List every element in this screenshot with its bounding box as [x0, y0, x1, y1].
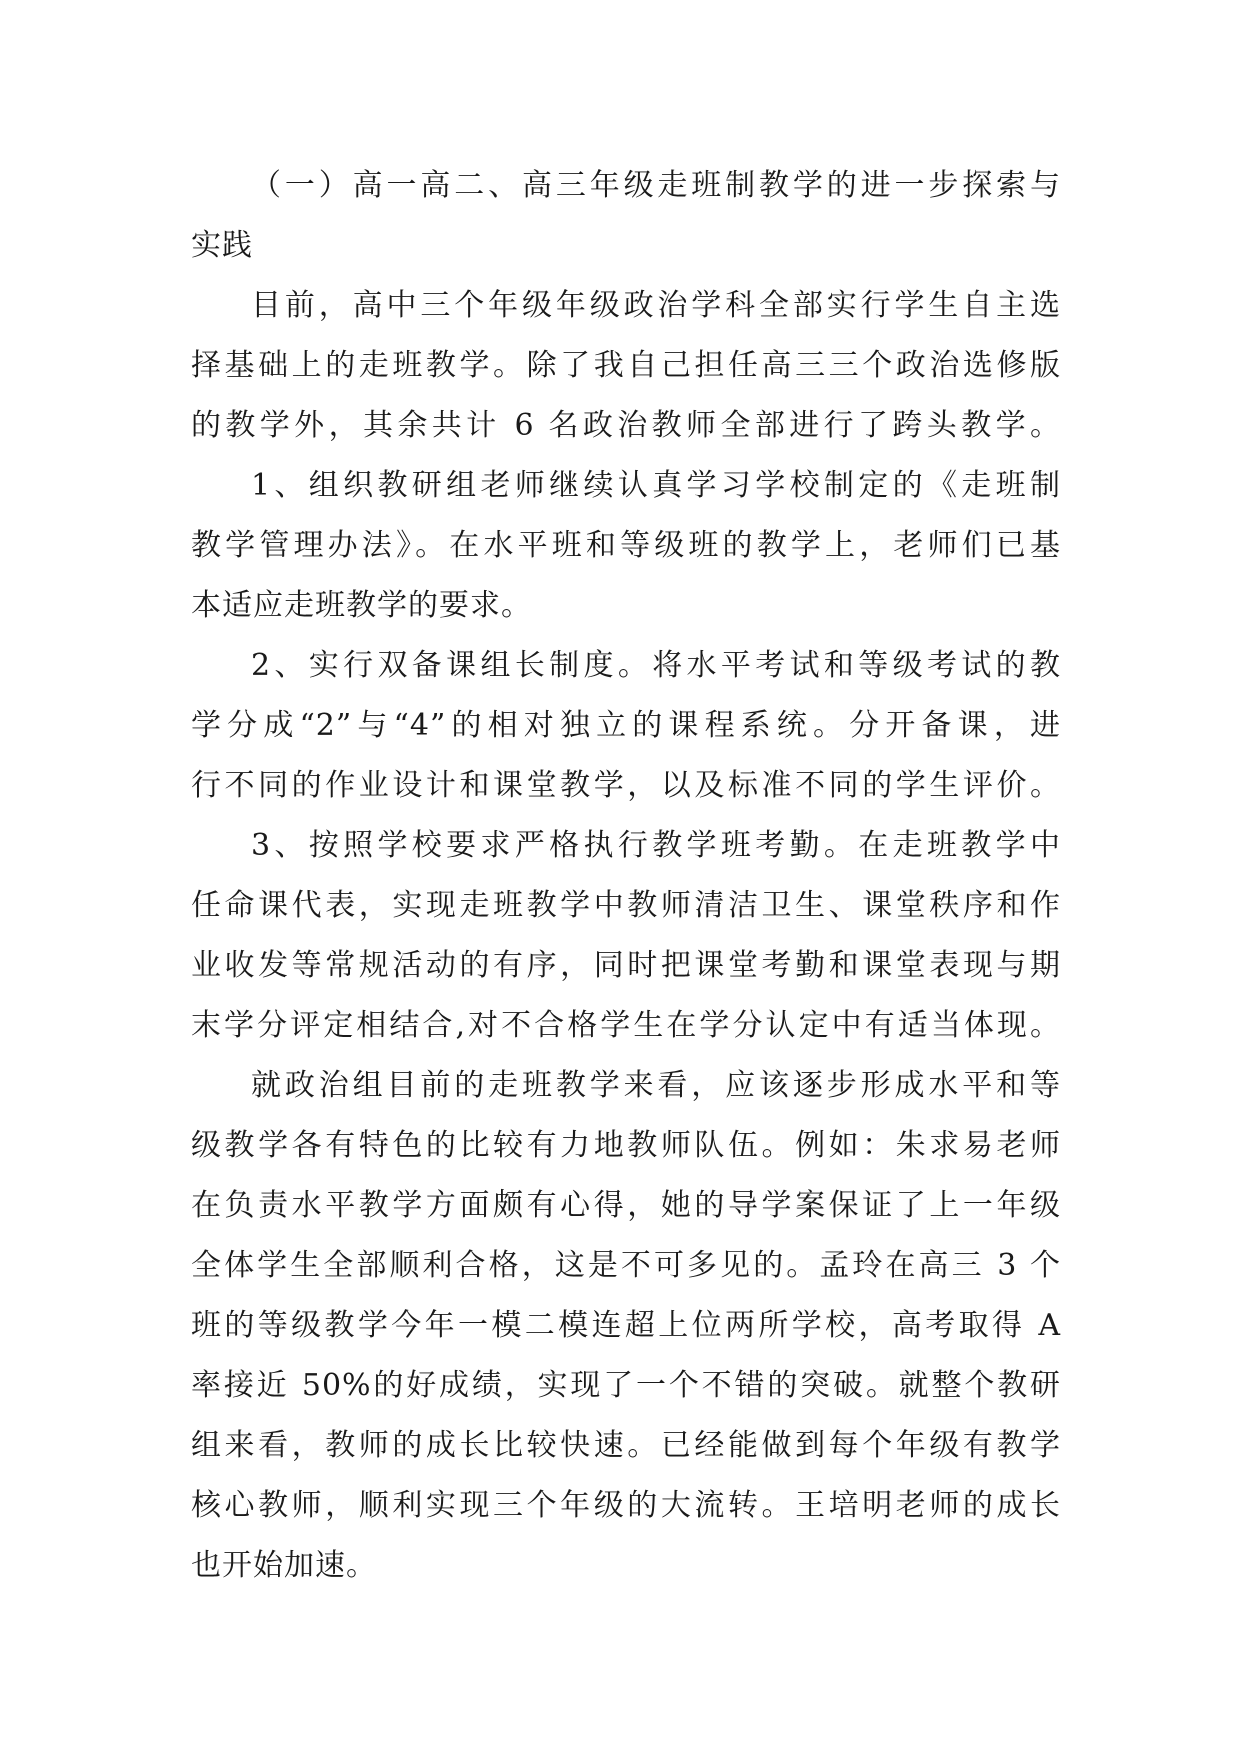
text-line: 的教学外，其余共计 6 名政治教师全部进行了跨头教学。 [191, 408, 1061, 443]
text-line: 班的等级教学今年一模二模连超上位两所学校，高考取得 A [191, 1308, 1061, 1343]
text-line: 实践 [191, 228, 253, 263]
text-line: 在负责水平教学方面颇有心得，她的导学案保证了上一年级 [191, 1188, 1061, 1223]
text-line: 教学管理办法》。在水平班和等级班的教学上，老师们已基 [191, 528, 1061, 563]
paragraph-summary [191, 1056, 1061, 1596]
text-line: 率接近 50%的好成绩，实现了一个不错的突破。就整个教研 [191, 1368, 1061, 1403]
text-line: 2、实行双备课组长制度。将水平考试和等级考试的教 [251, 648, 1061, 683]
paragraph-item-3 [191, 816, 1061, 1056]
text-line: 行不同的作业设计和课堂教学，以及标准不同的学生评价。 [191, 768, 1061, 803]
text-line: 本适应走班教学的要求。 [191, 588, 532, 623]
document-body [191, 156, 1061, 1596]
section-heading [191, 156, 1061, 276]
text-line: 择基础上的走班教学。除了我自己担任高三三个政治选修版 [191, 348, 1061, 383]
text-line: 任命课代表，实现走班教学中教师清洁卫生、课堂秩序和作 [191, 888, 1061, 923]
paragraph-item-1 [191, 456, 1061, 636]
text-line: 全体学生全部顺利合格，这是不可多见的。孟玲在高三 3 个 [191, 1248, 1061, 1283]
text-line: 学分成“2”与“4”的相对独立的课程系统。分开备课，进 [191, 708, 1061, 743]
text-line: 就政治组目前的走班教学来看，应该逐步形成水平和等 [251, 1068, 1061, 1103]
text-line: 业收发等常规活动的有序，同时把课堂考勤和课堂表现与期 [191, 948, 1061, 983]
text-line: 3、按照学校要求严格执行教学班考勤。在走班教学中 [251, 828, 1061, 863]
text-line: 末学分评定相结合,对不合格学生在学分认定中有适当体现。 [191, 1008, 1061, 1043]
text-line: （一）高一高二、高三年级走班制教学的进一步探索与 [251, 168, 1061, 203]
text-line: 组来看，教师的成长比较快速。已经能做到每个年级有教学 [191, 1428, 1061, 1463]
text-line: 级教学各有特色的比较有力地教师队伍。例如：朱求易老师 [191, 1128, 1061, 1163]
text-line: 目前，高中三个年级年级政治学科全部实行学生自主选 [251, 288, 1061, 323]
text-line: 核心教师，顺利实现三个年级的大流转。王培明老师的成长 [191, 1488, 1061, 1523]
text-line: 也开始加速。 [191, 1548, 377, 1583]
paragraph-current-status [191, 276, 1061, 456]
paragraph-item-2 [191, 636, 1061, 816]
text-line: 1、组织教研组老师继续认真学习学校制定的《走班制 [251, 468, 1061, 503]
